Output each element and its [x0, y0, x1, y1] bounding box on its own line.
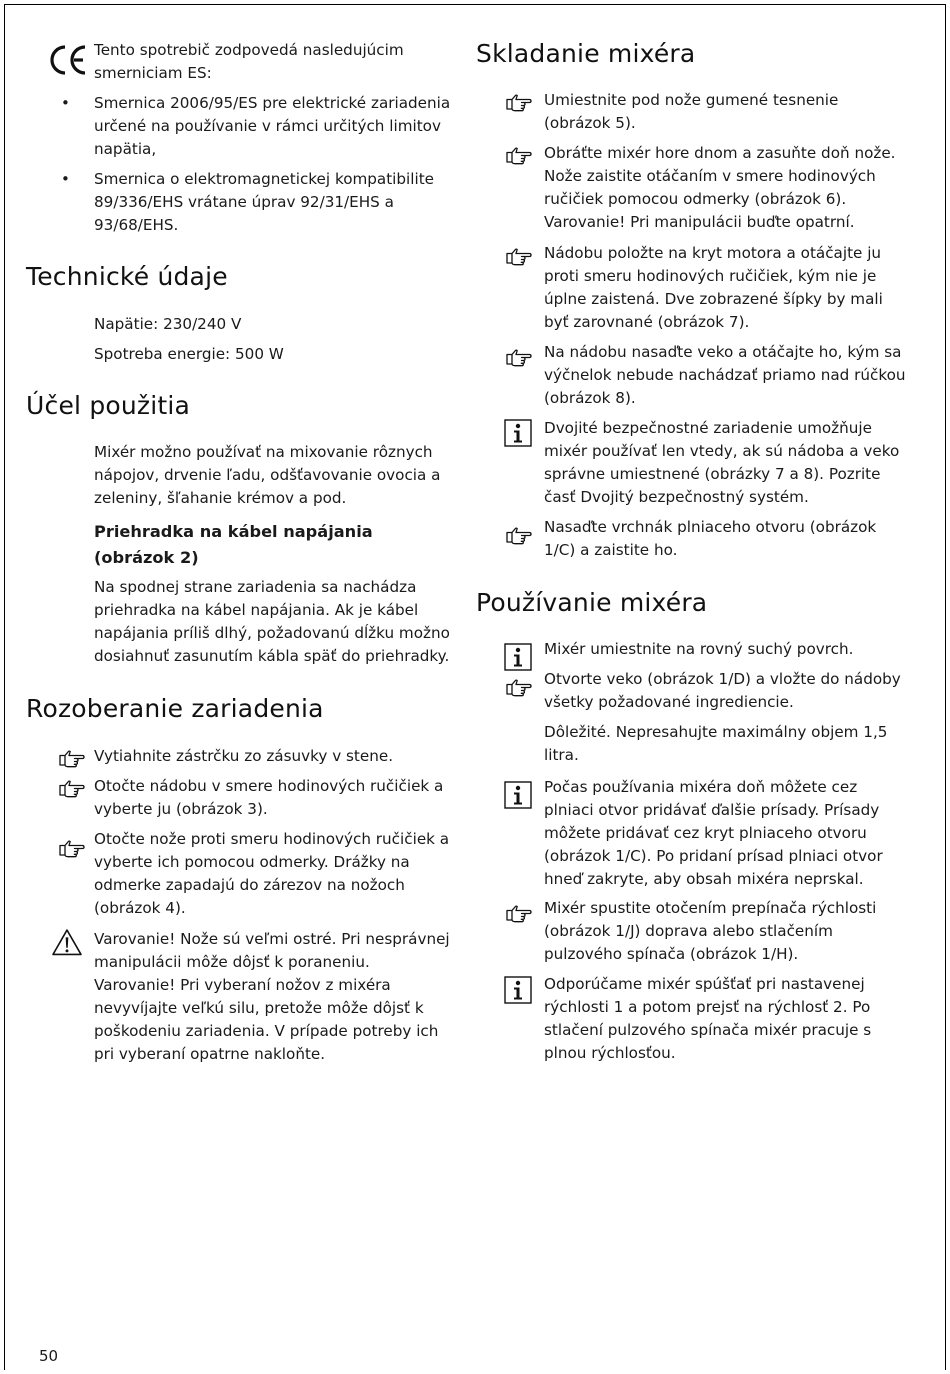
purpose-text: Mixér možno používať na mixovanie rôznych nápojov, drvenie ľadu, odšťavovanie ovocia a zeleniny, šľahanie krémov a pod.	[94, 443, 441, 507]
technical-heading: Technické údaje	[26, 262, 228, 291]
usage-info-1: Mixér umiestnite na rovný suchý povrch.	[544, 640, 854, 658]
assembly-heading: Skladanie mixéra	[476, 39, 696, 68]
bullet-dot: •	[61, 94, 70, 112]
pointing-hand-icon	[502, 347, 536, 367]
pointing-hand-icon	[502, 903, 536, 923]
pointing-hand-icon	[502, 145, 536, 165]
cable-compartment-text: Na spodnej strane zariadenia sa nachádza priehradka na kábel napájania. Ak je kábel napájania príliš dlhý, požadovanú dĺžku možno dosiahnuť zasunutím kábla späť do priehradky.	[94, 578, 450, 665]
assembly-step-4: Na nádobu nasaďte veko a otáčajte ho, kým sa výčnelok nebude nachádzať priamo nad rúčkou (obrázok 8).	[544, 343, 906, 407]
info-icon	[504, 781, 532, 809]
info-icon	[504, 643, 532, 671]
usage-info-3: Odporúčame mixér spúšťať pri nastavenej rýchlosti 1 a potom prejsť na rýchlosť 2. Po stlačení pulzového spínača mixér pracuje s plnou rýchlosťou.	[544, 975, 872, 1062]
assembly-step-3: Nádobu položte na kryt motora a otáčajte ju proti smeru hodinových ručičiek, kým nie je úplne zaistená. Dve zobrazené šípky by mali byť zarovnané (obrázok 7).	[544, 244, 883, 331]
disassembly-step-2: Otočte nádobu v smere hodinových ručičiek a vyberte ju (obrázok 3).	[94, 777, 444, 818]
warning-triangle-icon	[51, 928, 83, 956]
pointing-hand-icon	[502, 677, 536, 697]
ce-mark-icon	[48, 42, 88, 78]
cable-compartment-subheading: Priehradka na kábel napájania (obrázok 2)	[94, 522, 373, 567]
usage-important-note: Dôležité. Nepresahujte maximálny objem 1,5 litra.	[544, 723, 888, 764]
ce-directive-2: Smernica o elektromagnetickej kompatibilite 89/336/EHS vrátane úprav 92/31/EHS a 93/68/EHS.	[94, 170, 435, 234]
info-icon	[504, 419, 532, 447]
pointing-hand-icon	[502, 525, 536, 545]
purpose-heading: Účel použitia	[26, 391, 191, 420]
usage-heading: Používanie mixéra	[476, 588, 708, 617]
usage-step-2: Mixér spustite otočením prepínača rýchlosti (obrázok 1/J) doprava alebo stlačením pulzového spínača (obrázok 1/H).	[544, 899, 877, 963]
assembly-info: Dvojité bezpečnostné zariadenie umožňuje mixér používať len vtedy, ak sú nádoba a veko správne umiestnené (obrázky 7 a 8). Pozrite časť Dvojitý bezpečnostný systém.	[544, 419, 900, 506]
technical-voltage: Napätie: 230/240 V	[94, 315, 242, 333]
usage-info-2: Počas používania mixéra doň môžete cez plniaci otvor pridávať ďalšie prísady. Prísady môžete pridávať cez kryt plniaceho otvoru (obrázok 1/C). Po pridaní prísad plniaci otvor hneď zakryte, aby obsah mixéra neprskal.	[544, 778, 883, 888]
pointing-hand-icon	[55, 748, 89, 768]
assembly-step-5: Nasaďte vrchnák plniaceho otvoru (obrázok 1/C) a zaistite ho.	[544, 518, 877, 559]
disassembly-step-1: Vytiahnite zástrčku zo zásuvky v stene.	[94, 747, 394, 765]
pointing-hand-icon	[502, 246, 536, 266]
ce-intro: Tento spotrebič zodpovedá nasledujúcim smerniciam ES:	[94, 41, 404, 82]
assembly-step-1: Umiestnite pod nože gumené tesnenie (obrázok 5).	[544, 91, 839, 132]
pointing-hand-icon	[55, 838, 89, 858]
disassembly-warning: Varovanie! Nože sú veľmi ostré. Pri nesprávnej manipulácii môže dôjsť k poraneniu. Varovanie! Pri vyberaní nožov z mixéra nevyvíjajte veľkú silu, pretože môže dôjsť k poškodeniu zariadenia. V prípade potreby ich pri vyberaní opatrne nakloňte.	[94, 930, 450, 1063]
assembly-step-2: Obráťte mixér hore dnom a zasuňte doň nože. Nože zaistite otáčaním v smere hodinových ručičiek pomocou odmerky (obrázok 6). Varovanie! Pri manipulácii buďte opatrní.	[544, 144, 896, 231]
usage-step-1: Otvorte veko (obrázok 1/D) a vložte do nádoby všetky požadované ingrediencie.	[544, 670, 901, 711]
info-icon	[504, 976, 532, 1004]
disassembly-heading: Rozoberanie zariadenia	[26, 694, 324, 723]
bullet-dot: •	[61, 170, 70, 188]
ce-directive-1: Smernica 2006/95/ES pre elektrické zariadenia určené na používanie v rámci určitých limitov napätia,	[94, 94, 451, 158]
pointing-hand-icon	[55, 778, 89, 798]
technical-power: Spotreba energie: 500 W	[94, 345, 284, 363]
pointing-hand-icon	[502, 92, 536, 112]
page-number: 50	[39, 1347, 59, 1365]
disassembly-step-3: Otočte nože proti smeru hodinových ručičiek a vyberte ich pomocou odmerky. Drážky na odmerke zapadajú do zárezov na nožoch (obrázok 4).	[94, 830, 450, 917]
